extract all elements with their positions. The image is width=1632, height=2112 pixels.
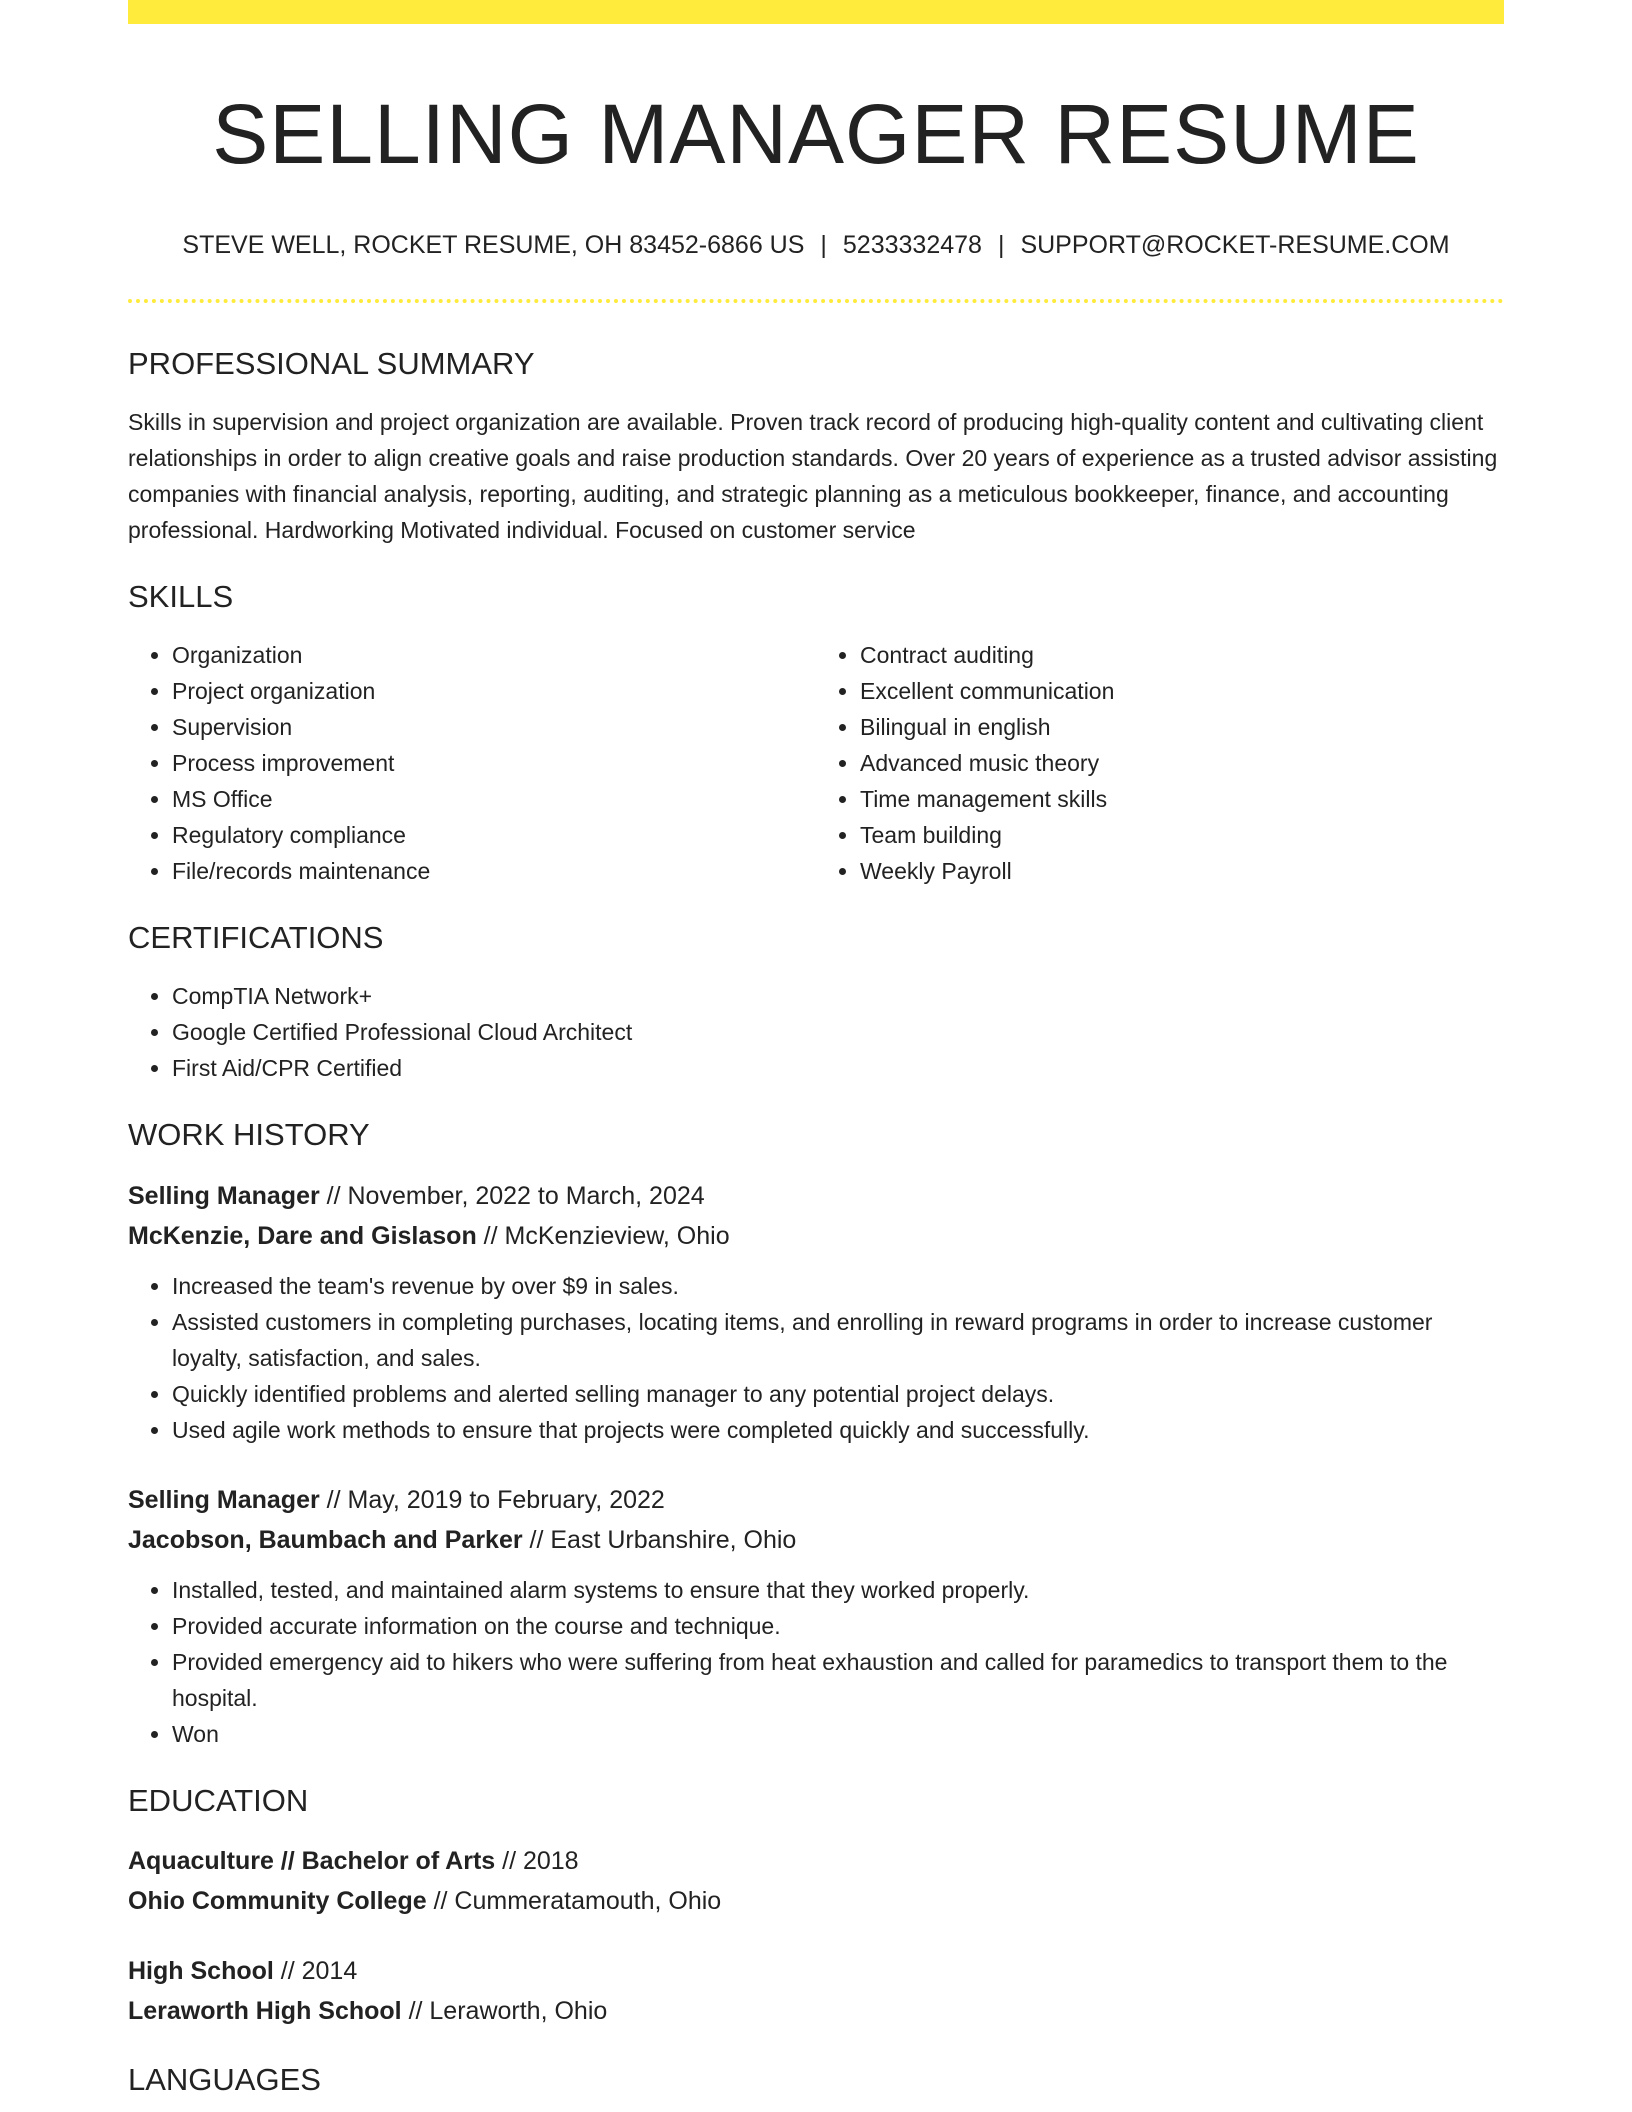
skill-item: • Project organization (172, 673, 816, 709)
job-company: McKenzie, Dare and Gislason (128, 1221, 477, 1250)
job-bullet: • Won (172, 1716, 1504, 1752)
skill-item: • Excellent communication (860, 673, 1504, 709)
job-location: // McKenzieview, Ohio (476, 1221, 730, 1250)
section-heading-education: EDUCATION (128, 1782, 309, 1818)
contact-email[interactable]: SUPPORT@ROCKET-RESUME.COM (1020, 230, 1450, 259)
job-company-line (128, 1216, 1504, 1256)
job-bullet: • Assisted customers in completing purchases, locating items, and enrolling in reward programs in order to increase customer loyalty, satisfaction, and sales. (172, 1304, 1504, 1376)
skill-item: • Advanced music theory (860, 745, 1504, 781)
certification-item: • First Aid/CPR Certified (172, 1050, 1504, 1086)
job-bullet: • Quickly identified problems and alerted selling manager to any potential project delays. (172, 1376, 1504, 1412)
education-school: Leraworth High School (128, 1996, 402, 2025)
job-company-line (128, 1520, 1504, 1560)
job-title-line (128, 1480, 1504, 1520)
job-bullet: • Provided emergency aid to hikers who were suffering from heat exhaustion and called for paramedics to transport them to the hospital. (172, 1644, 1504, 1716)
skill-item: • Time management skills (860, 781, 1504, 817)
job-title: Selling Manager (128, 1485, 320, 1514)
contact-address: STEVE WELL, ROCKET RESUME, OH 83452-6866 US (182, 230, 805, 259)
job-bullet: • Installed, tested, and maintained alarm systems to ensure that they worked properly. (172, 1572, 1504, 1608)
section-heading-languages: LANGUAGES (128, 2061, 321, 2097)
education-school: Ohio Community College (128, 1886, 427, 1915)
job-dates: // November, 2022 to March, 2024 (319, 1181, 705, 1210)
skill-item: • Bilingual in english (860, 709, 1504, 745)
contact-line (128, 230, 1504, 260)
certifications-list (128, 978, 1504, 1086)
job-bullet: • Increased the team's revenue by over $9 in sales. (172, 1268, 1504, 1304)
education-degree-line (128, 1841, 1504, 1881)
section-heading-skills: SKILLS (128, 578, 234, 614)
job-entry (128, 1176, 1504, 1448)
skills-list (128, 637, 1504, 889)
skills-column-left (128, 637, 816, 889)
education-entry (128, 1951, 1504, 2031)
contact-phone: 5233332478 (842, 230, 982, 259)
job-location: // East Urbanshire, Ohio (522, 1525, 797, 1554)
education-location: // Cummeratamouth, Ohio (426, 1886, 722, 1915)
education-location: // Leraworth, Ohio (401, 1996, 608, 2025)
section-heading-certifications: CERTIFICATIONS (128, 920, 384, 956)
resume-page (128, 0, 1504, 2098)
education-school-line (128, 1991, 1504, 2031)
dotted-divider (128, 299, 1504, 303)
skill-item: • Weekly Payroll (860, 853, 1504, 889)
job-bullet: • Provided accurate information on the course and technique. (172, 1608, 1504, 1644)
contact-separator: | (997, 230, 1005, 259)
skill-item: • File/records maintenance (172, 853, 816, 889)
skill-item: • Team building (860, 817, 1504, 853)
top-accent-bar (128, 0, 1504, 24)
education-entry (128, 1841, 1504, 1921)
education-degree: Aquaculture // Bachelor of Arts (128, 1846, 496, 1875)
certification-item: • CompTIA Network+ (172, 978, 1504, 1014)
contact-separator: | (820, 230, 827, 259)
job-bullet: • Used agile work methods to ensure that projects were completed quickly and successfully. (172, 1412, 1504, 1448)
skill-item: • MS Office (172, 781, 816, 817)
job-title-line (128, 1176, 1504, 1216)
job-entry (128, 1480, 1504, 1752)
section-heading-work-history: WORK HISTORY (128, 1117, 370, 1153)
education-year: // 2014 (273, 1956, 358, 1985)
skill-item: • Organization (172, 637, 816, 673)
skills-column-right (816, 637, 1504, 889)
skill-item: • Regulatory compliance (172, 817, 816, 853)
certification-item: • Google Certified Professional Cloud Architect (172, 1014, 1504, 1050)
education-degree-line (128, 1951, 1504, 1991)
job-title: Selling Manager (128, 1181, 320, 1210)
skill-item: • Supervision (172, 709, 816, 745)
job-bullets (128, 1572, 1504, 1752)
job-bullets (128, 1268, 1504, 1448)
education-year: // 2018 (495, 1846, 579, 1875)
page-title: SELLING MANAGER RESUME (212, 87, 1420, 181)
job-company: Jacobson, Baumbach and Parker (128, 1525, 523, 1554)
job-dates: // May, 2019 to February, 2022 (319, 1485, 665, 1514)
skill-item: • Process improvement (172, 745, 816, 781)
summary-text: Skills in supervision and project organization are available. Proven track record of producing high-quality content and cultivating client relationships in order to align creative goals and raise production standards. Over 20 years of experience as a trusted advisor assisting companies with financial analysis, reporting, auditing, and strategic planning as a meticulous bookkeeper, finance, and accounting professional. Hardworking Motivated individual. Focused on customer service (128, 408, 1498, 543)
education-degree: High School (128, 1956, 274, 1985)
education-school-line (128, 1881, 1504, 1921)
section-heading-summary: PROFESSIONAL SUMMARY (128, 345, 535, 381)
skill-item: • Contract auditing (860, 637, 1504, 673)
